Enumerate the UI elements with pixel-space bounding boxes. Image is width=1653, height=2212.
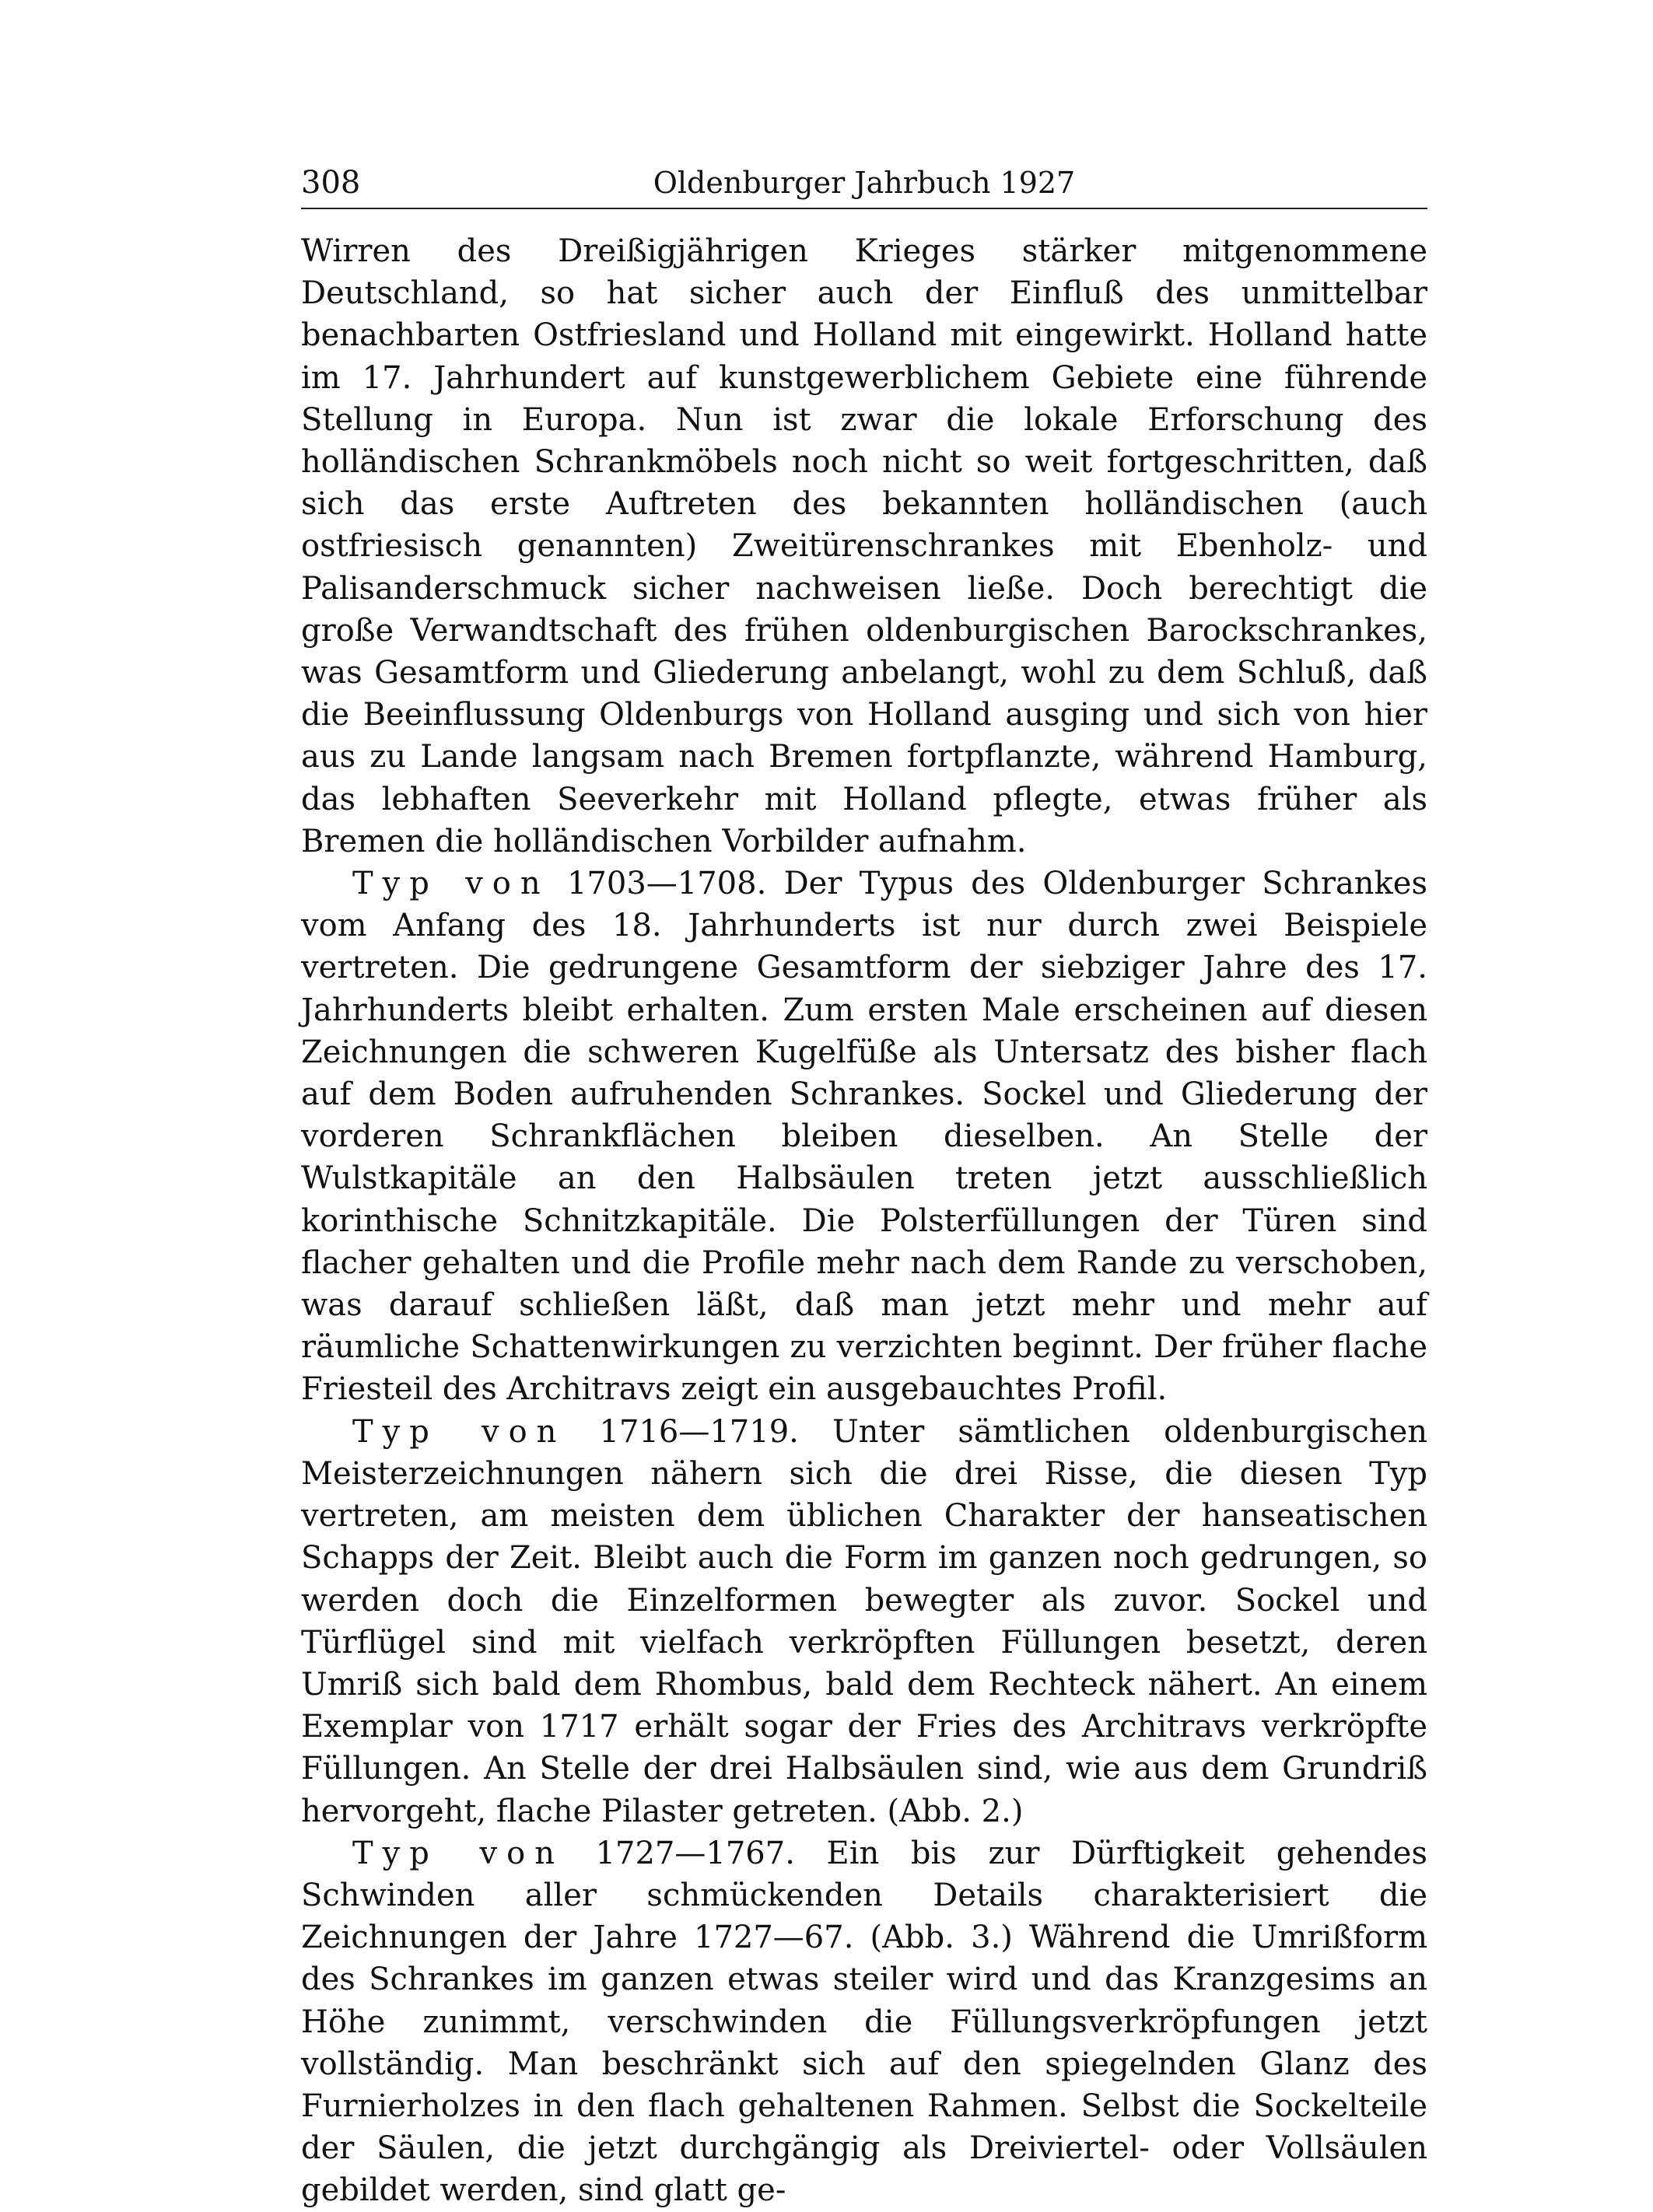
header-rule (301, 208, 1427, 209)
running-title: Oldenburger Jahrbuch 1927 (653, 166, 1076, 200)
paragraph-typ-1703 (301, 863, 1427, 1411)
paragraph-text: Wirren des Dreißigjährigen Krieges stärker mitgenommene Deutschland, so hat sicher auch der Einfluß des unmittelbar benachbarten Ostfriesland und Holland mit eingewirkt. Holland hatte im 17. Jahrhundert auf kunstgewerblichem Gebiete eine führende Stellung in Europa. Nun ist zwar die lokale Erforschung des holländischen Schrankmöbels noch nicht so weit fortgeschritten, daß sich das erste Auftreten des bekannten holländischen (auch ostfriesisch genannten) Zweitürenschrankes mit Ebenholz- und Palisanderschmuck sicher nachweisen ließe. Doch berechtigt die große Verwandtschaft des frühen oldenburgischen Barockschrankes, was Gesamtform und Gliederung anbelangt, wohl zu dem Schluß, daß die Beeinflussung Oldenburgs von Holland ausging und sich von hier aus zu Lande langsam nach Bremen fortpflanzte, während Hamburg, das lebhaften Seeverkehr mit Holland pflegte, etwas früher als Bremen die holländischen Vorbilder aufnahm. (301, 233, 1427, 859)
paragraph-lead: Typ von (352, 866, 550, 902)
page-header (301, 161, 1427, 205)
paragraph-text: 1727—1767. Ein bis zur Dürftigkeit gehendes Schwinden aller schmückenden Details charakterisiert die Zeichnungen der Jahre 1727—67. (Abb. 3.) Während die Umrißform des Schrankes im ganzen etwas steiler wird und das Kranzgesims an Höhe zunimmt, verschwinden die Füllungsverkröpfungen jetzt vollständig. Man beschränkt sich auf den spiegelnden Glanz des Furnierholzes in den flach gehaltenen Rahmen. Selbst die Sockelteile der Säulen, die jetzt durchgängig als Dreiviertel- oder Vollsäulen gebildet werden, sind glatt ge- (301, 1835, 1427, 2209)
page-number: 308 (301, 165, 361, 201)
paragraph-lead: Typ von (352, 1413, 566, 1450)
paragraph-typ-1727 (301, 1832, 1427, 2212)
body-text (301, 230, 1427, 2212)
paragraph-text: 1703—1708. Der Typus des Oldenburger Schrankes vom Anfang des 18. Jahrhunderts ist nur durch zwei Beispiele vertreten. Die gedrungene Gesamtform der siebziger Jahre des 17. Jahrhunderts bleibt erhalten. Zum ersten Male erscheinen auf diesen Zeichnungen die schweren Kugelfüße als Untersatz des bisher flach auf dem Boden aufruhenden Schrankes. Sockel und Gliederung der vorderen Schrankflächen bleiben dieselben. An Stelle der Wulstkapitäle an den Halbsäulen treten jetzt ausschließlich korinthische Schnitzkapitäle. Die Polsterfüllungen der Türen sind flacher gehalten und die Profile mehr nach dem Rande zu verschoben, was darauf schließen läßt, daß man jetzt mehr und mehr auf räumliche Schattenwirkungen zu verzichten beginnt. Der früher flache Friesteil des Architravs zeigt ein ausgebauchtes Profil. (301, 866, 1427, 1408)
paragraph-1 (301, 230, 1427, 863)
paragraph-lead: Typ von (352, 1835, 564, 1871)
paragraph-text: 1716—1719. Unter sämtlichen oldenburgischen Meisterzeichnungen nähern sich die drei Risse, die diesen Typ vertreten, am meisten dem üblichen Charakter der hanseatischen Schapps der Zeit. Bleibt auch die Form im ganzen noch gedrungen, so werden doch die Einzelformen bewegter als zuvor. Sockel und Türflügel sind mit vielfach verkröpften Füllungen besetzt, deren Umriß sich bald dem Rhombus, bald dem Rechteck nähert. An einem Exemplar von 1717 erhält sogar der Fries des Architravs verkröpfte Füllungen. An Stelle der drei Halbsäulen sind, wie aus dem Grundriß hervorgeht, flache Pilaster getreten. (Abb. 2.) (301, 1413, 1427, 1829)
paragraph-typ-1716 (301, 1411, 1427, 1832)
